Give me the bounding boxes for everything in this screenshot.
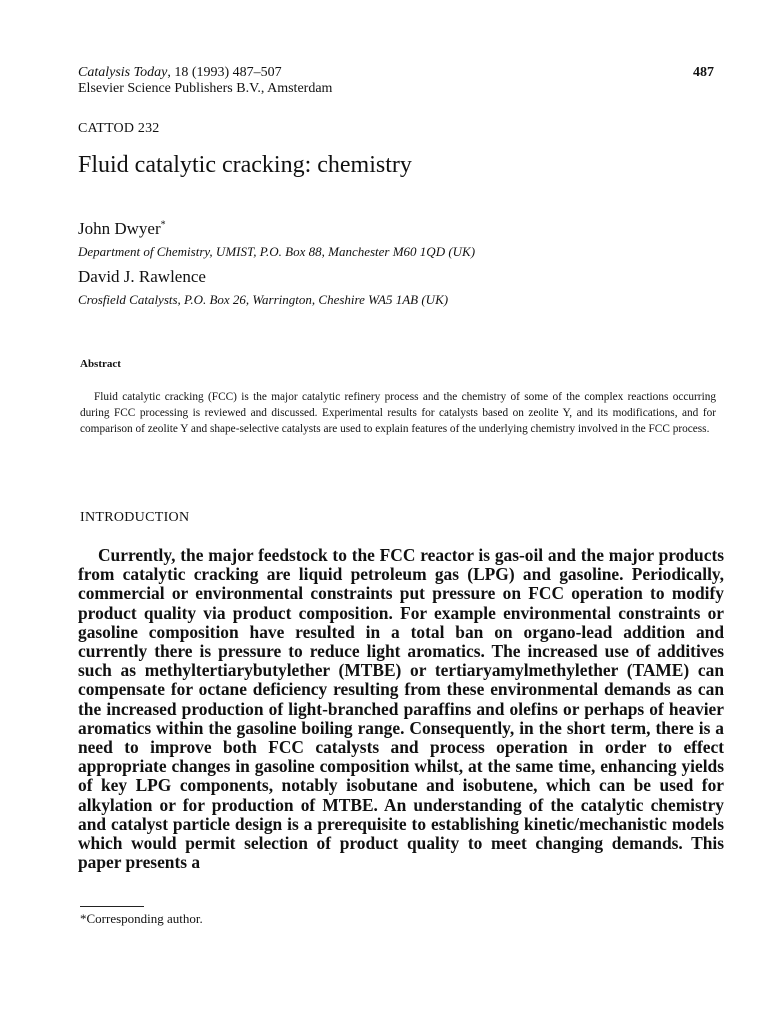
- article-code: CATTOD 232: [78, 121, 160, 136]
- paper-title: Fluid catalytic cracking: chemistry: [78, 152, 412, 178]
- footnote: *Corresponding author.: [80, 911, 203, 926]
- abstract-heading: Abstract: [80, 358, 121, 370]
- author-1-affiliation: Department of Chemistry, UMIST, P.O. Box 88, Manchester M60 1QD (UK): [78, 244, 476, 259]
- author-2-affiliation: Crosfield Catalysts, P.O. Box 26, Warrington, Cheshire WA5 1AB (UK): [78, 292, 449, 307]
- introduction-text: Currently, the major feedstock to the FCC reactor is gas-oil and the major products from catalytic cracking are liquid petroleum gas (LPG) and gasoline. Periodically, commercial or environmental constraints put pressure on FCC operation to modify product quality via product composition. For example environmental constraints or gasoline composition have resulted in a total ban on organo-lead addition and currently there is pressure to reduce light aromatics. The increased use of additives such as methyltertiarybutylether (MTBE) or tertiaryamylmethylether (TAME) can compensate for octane deficiency resulting from these environmental demands as can the increased production of light-branched paraffins and olefins or perhaps of heavier aromatics within the gasoline boiling range. Consequently, in the short term, there is a need to improve both FCC catalysts and process operation in order to effect appropriate changes in gasoline composition whilst, at the same time, enhancing yields of key LPG components, notably isobutane and isobutene, which can be used for alkylation or for production of MTBE. An understanding of the catalytic chemistry and catalyst particle design is a prerequisite to establishing kinetic/mechanistic models which would permit selection of product quality to meet changing demands. This paper presents a: [78, 545, 724, 873]
- author-1: [78, 219, 166, 239]
- abstract-text: Fluid catalytic cracking (FCC) is the major catalytic refinery process and the chemistry of some of the complex reactions occurring during FCC processing is reviewed and discussed. Experimental results for catalysts based on zeolite Y, and its modifications, and for comparison of zeolite Y and shape-selective catalysts are used to explain features of the underlying chemistry involved in the FCC process.: [80, 391, 716, 435]
- author-2: [78, 267, 206, 287]
- author-2-name: David J. Rawlence: [78, 267, 206, 286]
- citation-line: [78, 65, 714, 81]
- page-number: 487: [693, 65, 714, 80]
- journal-citation: , 18 (1993) 487–507: [167, 65, 282, 80]
- publisher-line: Elsevier Science Publishers B.V., Amsterdam: [78, 81, 333, 96]
- introduction-heading: INTRODUCTION: [80, 510, 190, 525]
- journal-name: Catalysis Today: [78, 65, 168, 80]
- page-header: [78, 65, 714, 97]
- author-1-name: John Dwyer: [78, 219, 161, 238]
- corresponding-mark: *: [160, 219, 166, 231]
- footnote-rule: [80, 906, 144, 907]
